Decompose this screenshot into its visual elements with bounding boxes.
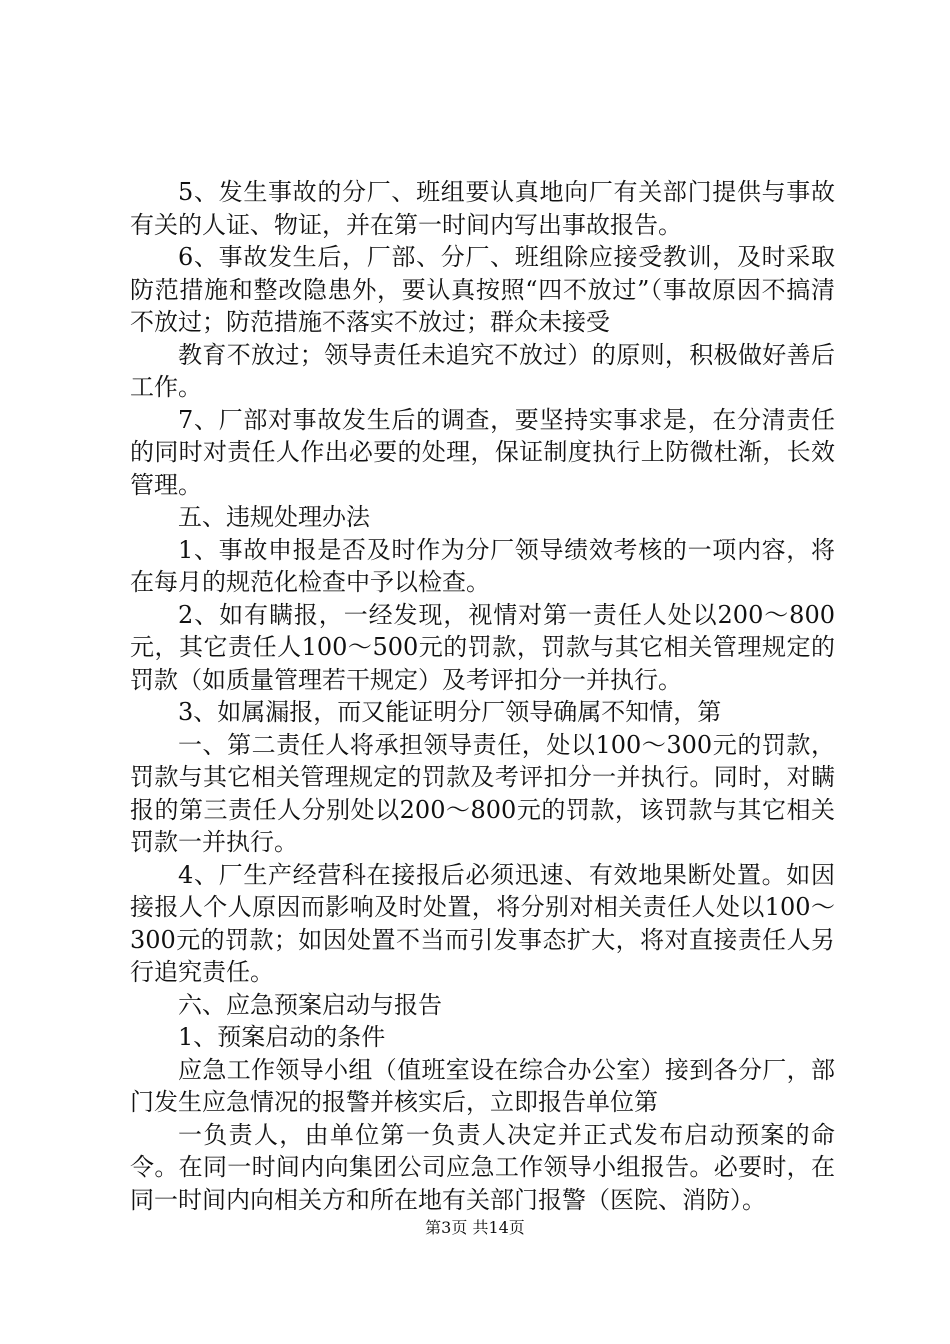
paragraph-concealment-penalty: 2、如有瞒报，一经发现，视情对第一责任人处以200～800元，其它责任人100～500元的罚款，罚款与其它相关管理规定的罚款（如质量管理若干规定）及考评扣分一并执行。 [130,600,835,694]
paragraph-accident-evidence: 5、发生事故的分厂、班组要认真地向厂有关部门提供与事故有关的人证、物证，并在第一时间内写出事故报告。 [130,178,835,239]
paragraph-activation: 应急工作领导小组（值班室设在综合办公室）接到各分厂，部门发生应急情况的报警并核实后，立即报告单位第 [130,1055,835,1116]
page-number-footer: 第3页 共14页 [425,1218,525,1237]
paragraph-activation-cont: 一负责人，由单位第一负责人决定并正式发布启动预案的命令。在同一时间内向集团公司应急工作领导小组报告。必要时，在同一时间内向相关方和所在地有关部门报警（医院、消防）。 [130,1120,835,1214]
paragraph-report-timeliness: 1、事故申报是否及时作为分厂领导绩效考核的一项内容，将在每月的规范化检查中予以检查。 [130,535,835,596]
paragraph-investigation: 7、厂部对事故发生后的调查，要坚持实事求是，在分清责任的同时对责任人作出必要的处理，保证制度执行上防微杜渐，长效管理。 [130,405,835,499]
paragraph-omission: 3、如属漏报，而又能证明分厂领导确属不知情，第 [178,698,722,726]
document-body [130,176,835,1216]
paragraph-four-not-pass: 6、事故发生后，厂部、分厂、班组除应接受教训，及时采取防范措施和整改隐患外，要认真按照“四不放过”（事故原因不搞清不放过；防范措施不落实不放过；群众未接受 [130,243,835,336]
section-heading-emergency: 六、应急预案启动与报告 [178,990,442,1019]
subheading-activation-conditions: 1、预案启动的条件 [178,1023,386,1051]
section-heading-violation: 五、违规处理办法 [178,503,370,531]
paragraph-omission-cont: 一、第二责任人将承担领导责任，处以100～300元的罚款，罚款与其它相关管理规定的罚款及考评扣分一并执行。同时，对瞒报的第三责任人分别处以200～800元的罚款，该罚款与其它相关罚款一并执行。 [130,730,835,856]
paragraph-handling: 4、厂生产经营科在接报后必须迅速、有效地果断处置。如因接报人个人原因而影响及时处置，将分别对相关责任人处以100～300元的罚款；如因处置不当而引发事态扩大，将对直接责任人另行追究责任。 [130,860,835,986]
paragraph-four-not-pass-cont: 教育不放过；领导责任未追究不放过）的原则，积极做好善后工作。 [130,340,835,401]
